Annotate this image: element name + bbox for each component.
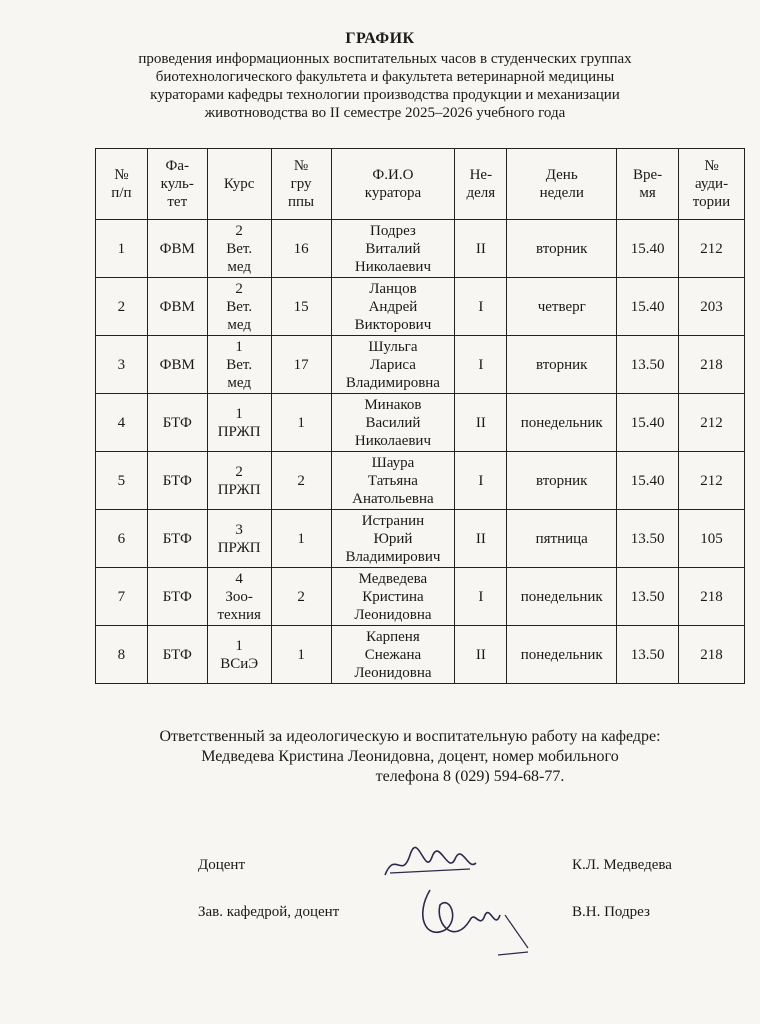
cell-room: 212 bbox=[679, 394, 745, 452]
cell-room: 218 bbox=[679, 626, 745, 684]
cell-week: II bbox=[455, 510, 507, 568]
header-faculty bbox=[147, 149, 207, 220]
cell-line: Карпеня bbox=[366, 628, 420, 645]
header-line: ауди- bbox=[694, 176, 729, 192]
cell-line: Подрез bbox=[370, 222, 416, 239]
header-line: Не- bbox=[469, 167, 493, 183]
cell-day: понедельник bbox=[507, 626, 617, 684]
cell-course bbox=[207, 278, 271, 336]
cell-time: 15.40 bbox=[617, 220, 679, 278]
cell-line: мед bbox=[227, 258, 251, 275]
cell-line: Виталий bbox=[365, 240, 421, 257]
header-group bbox=[271, 149, 331, 220]
cell-line: Викторович bbox=[354, 316, 432, 333]
cell-group: 1 bbox=[271, 626, 331, 684]
cell-number: 8 bbox=[96, 626, 148, 684]
cell-group: 16 bbox=[271, 220, 331, 278]
cell-line: 2 bbox=[235, 463, 243, 480]
cell-line: Кристина bbox=[362, 588, 424, 605]
cell-faculty: ФВМ bbox=[147, 336, 207, 394]
cell-faculty: БТФ bbox=[147, 394, 207, 452]
header-day bbox=[507, 149, 617, 220]
cell-course bbox=[207, 452, 271, 510]
table-row bbox=[96, 568, 745, 626]
cell-curator bbox=[331, 510, 455, 568]
schedule-table bbox=[95, 148, 745, 684]
cell-line: ПРЖП bbox=[217, 481, 261, 498]
table-row bbox=[96, 278, 745, 336]
header-line: Курс bbox=[223, 176, 255, 192]
cell-line: 1 bbox=[235, 405, 243, 422]
footer-line: Медведева Кристина Леонидовна, доцент, номер мобильного bbox=[201, 748, 619, 765]
handwritten-signature-head bbox=[410, 870, 530, 960]
subtitle-line: проведения информационных воспитательных часов в студенческих группах bbox=[138, 51, 632, 67]
header-line: недели bbox=[539, 185, 584, 201]
header-line: мя bbox=[639, 185, 656, 201]
cell-room: 203 bbox=[679, 278, 745, 336]
cell-number: 7 bbox=[96, 568, 148, 626]
cell-line: Минаков bbox=[364, 396, 422, 413]
cell-line: Снежана bbox=[364, 646, 422, 663]
cell-line: Владимирович bbox=[345, 548, 441, 565]
cell-day: вторник bbox=[507, 336, 617, 394]
cell-line: Николаевич bbox=[354, 432, 432, 449]
cell-line: Юрий bbox=[373, 530, 413, 547]
table-row bbox=[96, 336, 745, 394]
cell-time: 13.50 bbox=[617, 510, 679, 568]
header-room bbox=[679, 149, 745, 220]
cell-faculty: ФВМ bbox=[147, 220, 207, 278]
cell-week: I bbox=[455, 278, 507, 336]
cell-room: 105 bbox=[679, 510, 745, 568]
cell-time: 15.40 bbox=[617, 278, 679, 336]
table-body bbox=[96, 220, 745, 684]
signature-role-docent: Доцент bbox=[198, 857, 245, 873]
signature-name-docent: К.Л. Медведева bbox=[572, 857, 672, 873]
signature-name-head: В.Н. Подрез bbox=[572, 904, 650, 920]
cell-line: Истранин bbox=[361, 512, 425, 529]
cell-line: Леонидовна bbox=[354, 664, 432, 681]
cell-group: 15 bbox=[271, 278, 331, 336]
cell-room: 218 bbox=[679, 336, 745, 394]
header-line: Ф.И.О bbox=[372, 167, 414, 183]
cell-week: II bbox=[455, 626, 507, 684]
cell-course bbox=[207, 336, 271, 394]
header-line: ппы bbox=[288, 194, 315, 210]
cell-group: 17 bbox=[271, 336, 331, 394]
cell-number: 4 bbox=[96, 394, 148, 452]
cell-line: Зоо- bbox=[225, 588, 253, 605]
cell-line: Шульга bbox=[368, 338, 418, 355]
cell-line: 4 bbox=[235, 570, 243, 587]
table-header-row bbox=[96, 149, 745, 220]
cell-number: 1 bbox=[96, 220, 148, 278]
footer-line: телефона 8 (029) 594-68-77. bbox=[375, 768, 565, 785]
subtitle-line: животноводства во II семестре 2025–2026 учебного года bbox=[204, 105, 566, 121]
header-line: тет bbox=[167, 194, 188, 210]
header-line: № bbox=[704, 158, 719, 174]
cell-line: Шаура bbox=[371, 454, 415, 471]
header-line: гру bbox=[290, 176, 312, 192]
cell-line: Вет. bbox=[226, 298, 253, 315]
cell-line: 3 bbox=[235, 521, 243, 538]
cell-number: 3 bbox=[96, 336, 148, 394]
cell-curator bbox=[331, 220, 455, 278]
cell-faculty: БТФ bbox=[147, 568, 207, 626]
cell-course bbox=[207, 568, 271, 626]
header-curator bbox=[331, 149, 455, 220]
header-line: Фа- bbox=[165, 158, 190, 174]
cell-faculty: БТФ bbox=[147, 510, 207, 568]
header-line: № bbox=[114, 167, 129, 183]
cell-line: 1 bbox=[235, 637, 243, 654]
cell-group: 2 bbox=[271, 452, 331, 510]
cell-line: ВСиЭ bbox=[220, 655, 259, 672]
cell-line: Вет. bbox=[226, 356, 253, 373]
cell-group: 1 bbox=[271, 510, 331, 568]
header-line: тории bbox=[692, 194, 731, 210]
cell-course bbox=[207, 394, 271, 452]
cell-line: Анатольевна bbox=[352, 490, 434, 507]
cell-curator bbox=[331, 336, 455, 394]
cell-line: Николаевич bbox=[354, 258, 432, 275]
cell-line: 2 bbox=[235, 280, 243, 297]
cell-line: Медведева bbox=[358, 570, 428, 587]
cell-number: 2 bbox=[96, 278, 148, 336]
cell-time: 13.50 bbox=[617, 336, 679, 394]
cell-line: техния bbox=[217, 606, 261, 623]
responsible-person-note bbox=[100, 727, 720, 787]
cell-course bbox=[207, 626, 271, 684]
cell-line: мед bbox=[227, 374, 251, 391]
cell-line: 1 bbox=[235, 338, 243, 355]
cell-group: 2 bbox=[271, 568, 331, 626]
cell-faculty: БТФ bbox=[147, 452, 207, 510]
cell-faculty: БТФ bbox=[147, 626, 207, 684]
header-line: № bbox=[293, 158, 309, 174]
cell-room: 212 bbox=[679, 220, 745, 278]
cell-day: понедельник bbox=[507, 394, 617, 452]
cell-week: I bbox=[455, 336, 507, 394]
cell-day: четверг bbox=[507, 278, 617, 336]
header-line: куратора bbox=[364, 185, 422, 201]
cell-line: Вет. bbox=[226, 240, 253, 257]
cell-week: II bbox=[455, 394, 507, 452]
signature-role-head: Зав. кафедрой, доцент bbox=[198, 904, 340, 920]
cell-curator bbox=[331, 452, 455, 510]
cell-day: пятница bbox=[507, 510, 617, 568]
subtitle-line: кураторами кафедры технологии производства продукции и механизации bbox=[150, 87, 620, 103]
cell-room: 212 bbox=[679, 452, 745, 510]
cell-curator bbox=[331, 394, 455, 452]
subtitle-line: биотехнологического факультета и факультета ветеринарной медицины bbox=[155, 69, 615, 85]
table-row bbox=[96, 220, 745, 278]
cell-line: Андрей bbox=[368, 298, 418, 315]
cell-line: Леонидовна bbox=[354, 606, 432, 623]
header-line: Вре- bbox=[633, 167, 663, 183]
document-title: ГРАФИК bbox=[345, 30, 415, 47]
cell-line: ПРЖП bbox=[217, 423, 261, 440]
document-subtitle bbox=[90, 50, 680, 122]
cell-week: I bbox=[455, 568, 507, 626]
cell-day: понедельник bbox=[507, 568, 617, 626]
handwritten-signature-docent bbox=[380, 845, 480, 885]
cell-line: Владимировна bbox=[345, 374, 440, 391]
cell-course bbox=[207, 220, 271, 278]
header-course bbox=[207, 149, 271, 220]
footer-line: Ответственный за идеологическую и воспитательную работу на кафедре: bbox=[159, 728, 661, 745]
cell-line: мед bbox=[227, 316, 251, 333]
header-line: День bbox=[545, 167, 578, 183]
header-week bbox=[455, 149, 507, 220]
cell-day: вторник bbox=[507, 452, 617, 510]
header-number bbox=[96, 149, 148, 220]
cell-day: вторник bbox=[507, 220, 617, 278]
cell-line: ПРЖП bbox=[217, 539, 261, 556]
cell-time: 13.50 bbox=[617, 568, 679, 626]
cell-faculty: ФВМ bbox=[147, 278, 207, 336]
cell-curator bbox=[331, 568, 455, 626]
cell-line: 2 bbox=[235, 222, 243, 239]
header-line: деля bbox=[466, 185, 496, 201]
cell-group: 1 bbox=[271, 394, 331, 452]
cell-curator bbox=[331, 278, 455, 336]
header-line: п/п bbox=[111, 185, 132, 201]
cell-time: 13.50 bbox=[617, 626, 679, 684]
table-row bbox=[96, 394, 745, 452]
cell-week: II bbox=[455, 220, 507, 278]
cell-time: 15.40 bbox=[617, 452, 679, 510]
cell-week: I bbox=[455, 452, 507, 510]
header-line: куль- bbox=[160, 176, 194, 192]
cell-curator bbox=[331, 626, 455, 684]
header-time bbox=[617, 149, 679, 220]
cell-line: Лариса bbox=[370, 356, 416, 373]
cell-number: 6 bbox=[96, 510, 148, 568]
cell-course bbox=[207, 510, 271, 568]
cell-line: Ланцов bbox=[369, 280, 417, 297]
cell-line: Татьяна bbox=[367, 472, 418, 489]
table-row bbox=[96, 510, 745, 568]
cell-room: 218 bbox=[679, 568, 745, 626]
cell-line: Василий bbox=[365, 414, 421, 431]
table-row bbox=[96, 452, 745, 510]
cell-number: 5 bbox=[96, 452, 148, 510]
cell-time: 15.40 bbox=[617, 394, 679, 452]
table-row bbox=[96, 626, 745, 684]
